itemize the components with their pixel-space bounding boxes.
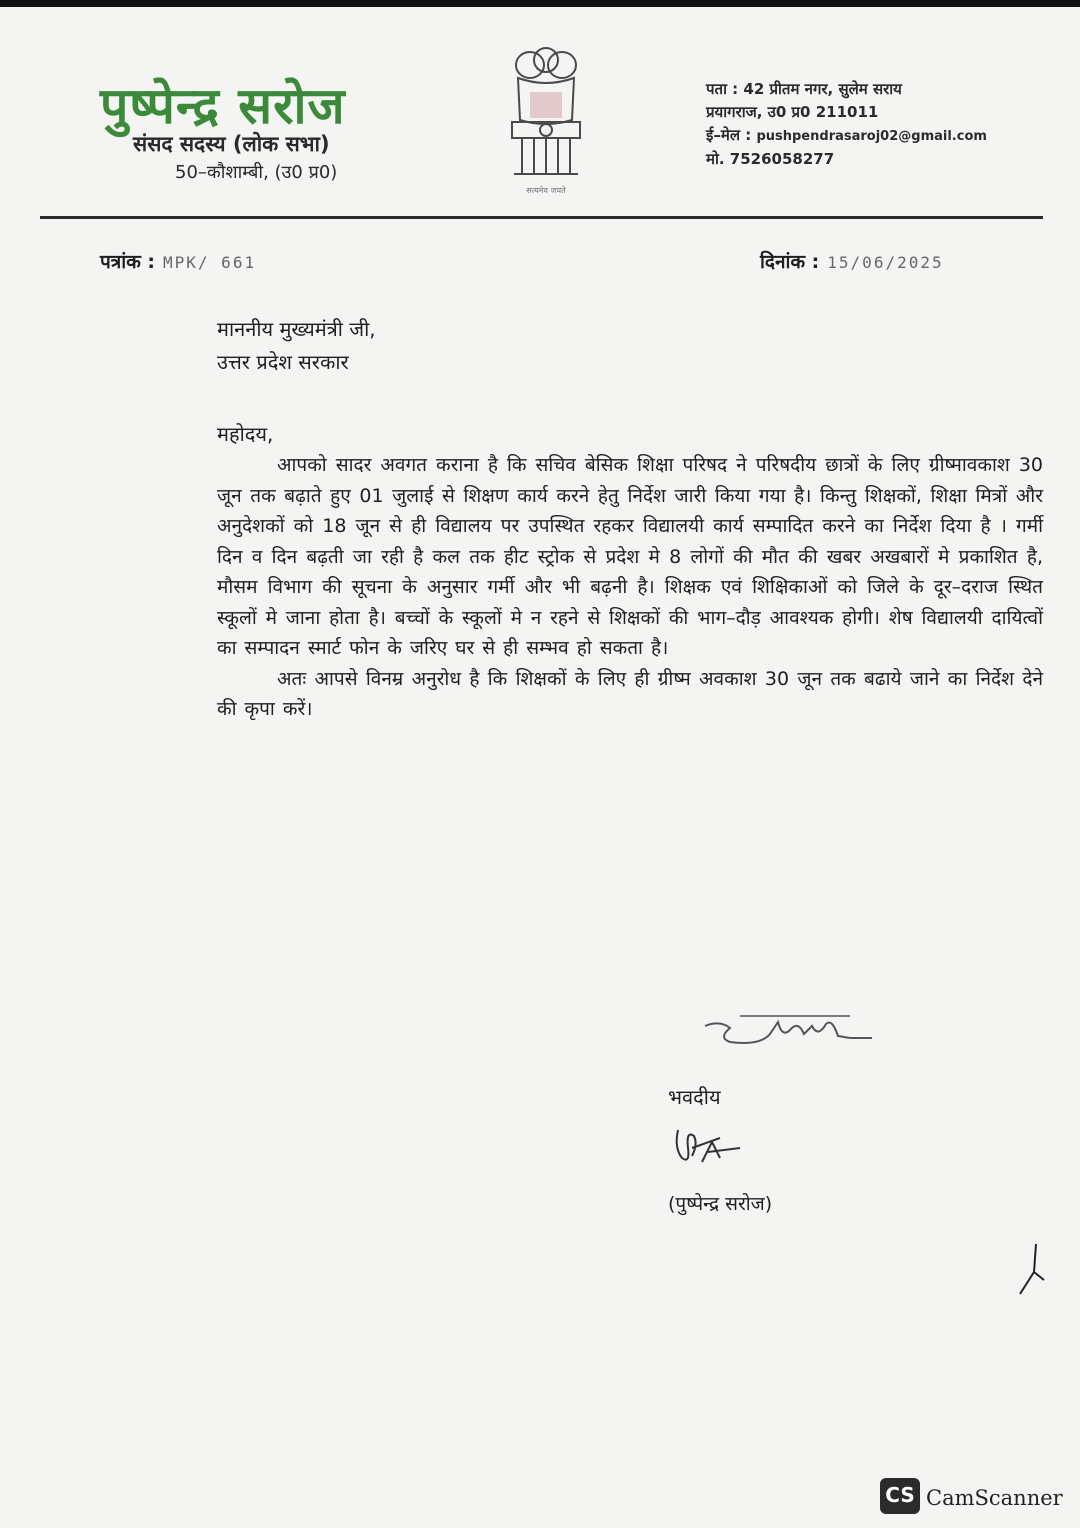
phone-line: मो. 7526058277 bbox=[706, 150, 835, 168]
date-row bbox=[760, 248, 944, 274]
date-label: दिनांक : bbox=[760, 251, 820, 273]
handwritten-regards-scrawl bbox=[700, 1008, 880, 1058]
sender-constituency: 50–कौशाम्बी, (उ0 प्र0) bbox=[175, 162, 338, 183]
body-paragraph-1: आपको सादर अवगत कराना है कि सचिव बेसिक शिक्षा परिषद ने परिषदीय छात्रों के लिए ग्रीष्मावकाश 30 जून तक बढ़ाते हुए 01 जुलाई से शिक्षण कार्य करने हेतु निर्देश जारी किया गया है। किन्तु शिक्षकों, शिक्षा मित्रों और अनुदेशकों को 18 जून से ही विद्यालय पर उपस्थित रहकर विद्यालयी कार्य सम्पादित करने का निर्देश दिया है । गर्मी दिन व दिन बढ़ती जा रही है कल तक हीट स्ट्रोक से प्रदेश मे 8 लोगों की मौत की खबर अखबारों मे प्रकाशित है, मौसम विभाग की सूचना के अनुसार गर्मी और भी बढ़नी है। शिक्षक एवं शिक्षिकाओं को जिले के दूर–दराज स्थित स्कूलों मे जाना होता है। बच्चों के स्कूलों मे न रहने से शिक्षकों की भाग–दौड़ आवश्यक होगी। शेष विद्यालयी दायित्वों का सम्पादन स्मार्ट फोन के जरिए घर से ही सम्भव हो सकता है। bbox=[217, 454, 1043, 659]
address-line-1: पता : 42 प्रीतम नगर, सुलेम सराय bbox=[706, 80, 902, 98]
sender-name: पुष्पेन्द्र सरोज bbox=[100, 76, 346, 135]
addressee-line-2: उत्तर प्रदेश सरकार bbox=[217, 350, 349, 374]
letterhead-divider bbox=[40, 216, 1043, 219]
addressee-block bbox=[217, 313, 376, 379]
pen-mark bbox=[1014, 1240, 1050, 1296]
signature-mark bbox=[668, 1118, 748, 1173]
camscanner-logo-icon: CS bbox=[880, 1478, 920, 1514]
letter-date: 15/06/2025 bbox=[827, 253, 944, 272]
email-label: ई–मेल : bbox=[706, 126, 757, 144]
email-address: pushpendrasaroj02@gmail.com bbox=[756, 129, 987, 144]
camscanner-watermark: CamScanner bbox=[926, 1486, 1063, 1510]
email-line bbox=[706, 124, 987, 148]
scan-top-border bbox=[0, 0, 1080, 7]
reference-number: MPK/ 661 bbox=[163, 253, 257, 272]
emblem-motto: सत्यमेव जयते bbox=[526, 186, 566, 195]
signer-name: (पुष्पेन्द्र सरोज) bbox=[668, 1193, 773, 1215]
sender-contact-block bbox=[706, 78, 987, 171]
addressee-line-1: माननीय मुख्यमंत्री जी, bbox=[217, 317, 376, 341]
sender-designation: संसद सदस्य (लोक सभा) bbox=[133, 132, 330, 156]
valediction: भवदीय bbox=[668, 1085, 721, 1109]
reference-number-row bbox=[100, 248, 256, 274]
body-paragraph-2: अतः आपसे विनम्र अनुरोध है कि शिक्षकों के लिए ही ग्रीष्म अवकाश 30 जून तक बढाये जाने का निर्देश देने की कृपा करें। bbox=[217, 667, 1043, 720]
national-emblem-icon bbox=[500, 40, 592, 200]
address-line-2: प्रयागराज, उ0 प्र0 211011 bbox=[706, 103, 879, 121]
salutation: महोदय, bbox=[217, 422, 274, 446]
reference-label: पत्रांक : bbox=[100, 251, 156, 273]
letter-body bbox=[217, 450, 1043, 725]
